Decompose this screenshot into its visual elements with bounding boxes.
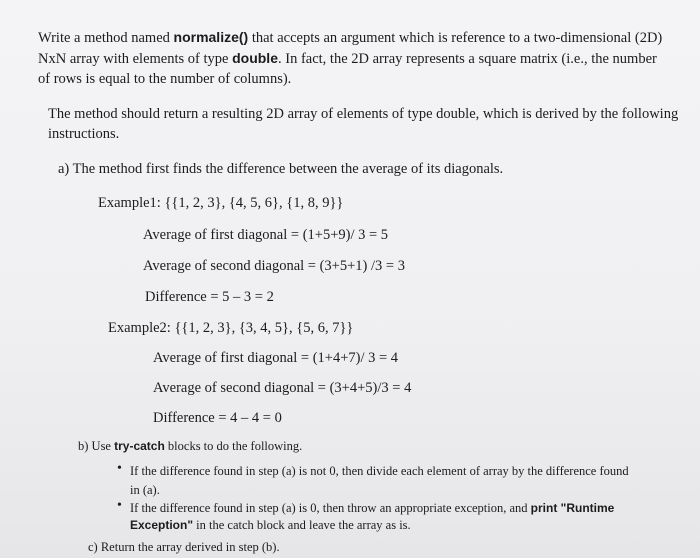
step-b-intro [78, 437, 302, 456]
step-c-text: c) Return the array derived in step (b). [88, 540, 280, 554]
intro-text: Write a method named [38, 30, 174, 46]
bullet2-line-2 [130, 516, 411, 535]
bullet2-text: If the difference found in step (a) is 0, then throw an appropriate exception, and [130, 501, 531, 515]
method-name: normalize() [173, 29, 249, 45]
return-description-line-1: The method should return a resulting 2D array of elements of type double, which is derived by the following [48, 106, 679, 122]
example1-avg-first: Average of first diagonal = (1+5+9)/ 3 = 5 [143, 227, 389, 243]
step-a-text: a) The method first finds the difference between the average of its diagonals. [58, 161, 504, 177]
step-b-text: b) Use [78, 439, 115, 453]
bullet-icon: • [117, 461, 122, 476]
bullet1-line-2: in (a). [130, 483, 160, 497]
example1-avg-second: Average of second diagonal = (3+5+1) /3 = 3 [143, 258, 405, 274]
exception-keyword: Exception" [130, 518, 194, 532]
intro-text: that accepts an argument which is reference to a two-dimensional (2D) [248, 30, 663, 46]
bullet2-text: in the catch block and leave the array as is. [193, 518, 411, 532]
intro-text: . In fact, the 2D array represents a square matrix (i.e., the number [277, 51, 657, 67]
example1-label: Example1: {{1, 2, 3}, {4, 5, 6}, {1, 8, 9}} [98, 195, 344, 211]
example2-label: Example2: {{1, 2, 3}, {3, 4, 5}, {5, 6, 7}} [108, 320, 354, 336]
return-description-line-2: instructions. [48, 126, 120, 142]
bullet-icon: • [117, 498, 122, 513]
example2-difference: Difference = 4 – 4 = 0 [153, 410, 282, 426]
example2-avg-second: Average of second diagonal = (3+4+5)/3 = 4 [153, 380, 412, 396]
intro-line-2 [38, 48, 657, 70]
example2-avg-first: Average of first diagonal = (1+4+7)/ 3 = 4 [153, 350, 399, 366]
step-b-text: blocks to do the following. [164, 439, 303, 453]
type-name: double [232, 50, 278, 66]
try-catch-keyword: try-catch [114, 439, 165, 453]
intro-line-3: of rows is equal to the number of columns). [38, 71, 292, 87]
example1-difference: Difference = 5 – 3 = 2 [145, 289, 274, 305]
print-runtime-keyword: print "Runtime [530, 501, 615, 515]
bullet1-line-1: If the difference found in step (a) is not 0, then divide each element of array by the difference found [130, 464, 629, 478]
intro-text: NxN array with elements of type [38, 51, 233, 67]
intro-line-1 [38, 27, 662, 49]
